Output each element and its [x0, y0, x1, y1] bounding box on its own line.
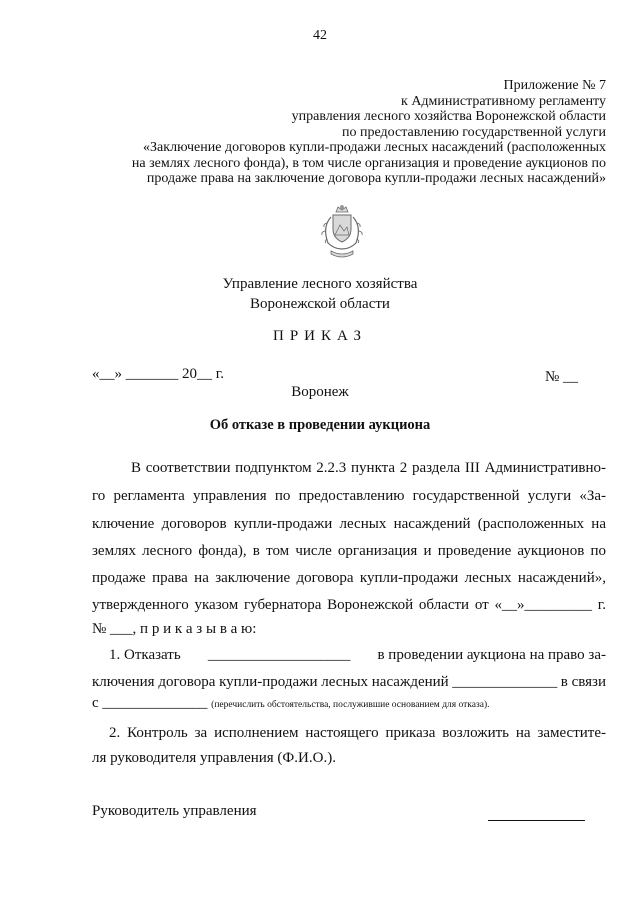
appendix-line: продаже права на заключение договора купли-продажи лесных насаждений»: [146, 171, 606, 186]
appendix-line: Приложение № 7: [503, 78, 606, 93]
item-1-note: (перечислить обстоятельства, послужившие основанием для отказа).: [211, 700, 490, 710]
order-subject: Об отказе в проведении аукциона: [209, 417, 431, 433]
order-number: № __: [545, 369, 579, 385]
coat-of-arms-icon: [318, 205, 366, 259]
order-title: ПРИКАЗ: [273, 328, 367, 344]
page-number: 42: [313, 28, 327, 43]
appendix-line: по предоставлению государственной услуги: [342, 124, 606, 140]
item-2-line: 2. Контроль за исполнением настоящего приказа возложить на заместите-: [109, 725, 606, 741]
item-1-text: ключения договора купли-продажи лесных насаждений: [92, 674, 449, 690]
body-line: ключение договоров купли-продажи лесных насаждений (расположенных на: [92, 516, 606, 532]
item-1-text: с: [92, 695, 99, 711]
item-1-line: [92, 695, 606, 712]
item-1-blank: ___________________: [207, 647, 351, 663]
item-1-blank: ______________: [452, 674, 558, 690]
body-line: го регламента управления по предоставлению государственной услуги «За-: [92, 488, 606, 504]
item-1-blank: ______________: [102, 695, 208, 711]
body-line: № ___, п р и к а з ы в а ю:: [92, 621, 257, 637]
item-1-text: в связи: [560, 674, 606, 690]
body-line: утвержденного указом губернатора Воронежской области от «__»_________ г.: [92, 597, 606, 613]
signature-blank: [488, 820, 585, 821]
item-1-line: [92, 674, 606, 691]
item-1-tail: в проведении аукциона на право за-: [377, 647, 606, 663]
body-line: землях лесного фонда), в том числе организация и проведение аукционов по: [92, 543, 606, 559]
organization-line: Воронежской области: [250, 296, 390, 312]
body-line: В соответствии подпунктом 2.2.3 пункта 2 раздела III Административно-: [131, 460, 606, 476]
signature-label: Руководитель управления: [92, 803, 257, 819]
appendix-line: управления лесного хозяйства Воронежской области: [291, 109, 606, 124]
organization-line: Управление лесного хозяйства: [222, 276, 418, 292]
item-1-line: [109, 647, 606, 664]
item-2-line: ля руководителя управления (Ф.И.О.).: [92, 750, 336, 766]
appendix-header: [46, 78, 606, 187]
order-city: Воронеж: [291, 384, 349, 400]
body-line: продаже права на заключение договора купли-продажи лесных насаждений»,: [92, 570, 606, 586]
item-1-label: 1. Отказать: [109, 647, 181, 663]
appendix-line: к Административному регламенту: [401, 93, 606, 109]
order-date: «__» _______ 20__ г.: [92, 366, 224, 382]
appendix-line: на землях лесного фонда), в том числе организация и проведение аукционов по: [131, 155, 606, 171]
appendix-line: «Заключение договоров купли-продажи лесных насаждений (расположенных: [143, 140, 606, 155]
organization-name: [0, 274, 640, 314]
